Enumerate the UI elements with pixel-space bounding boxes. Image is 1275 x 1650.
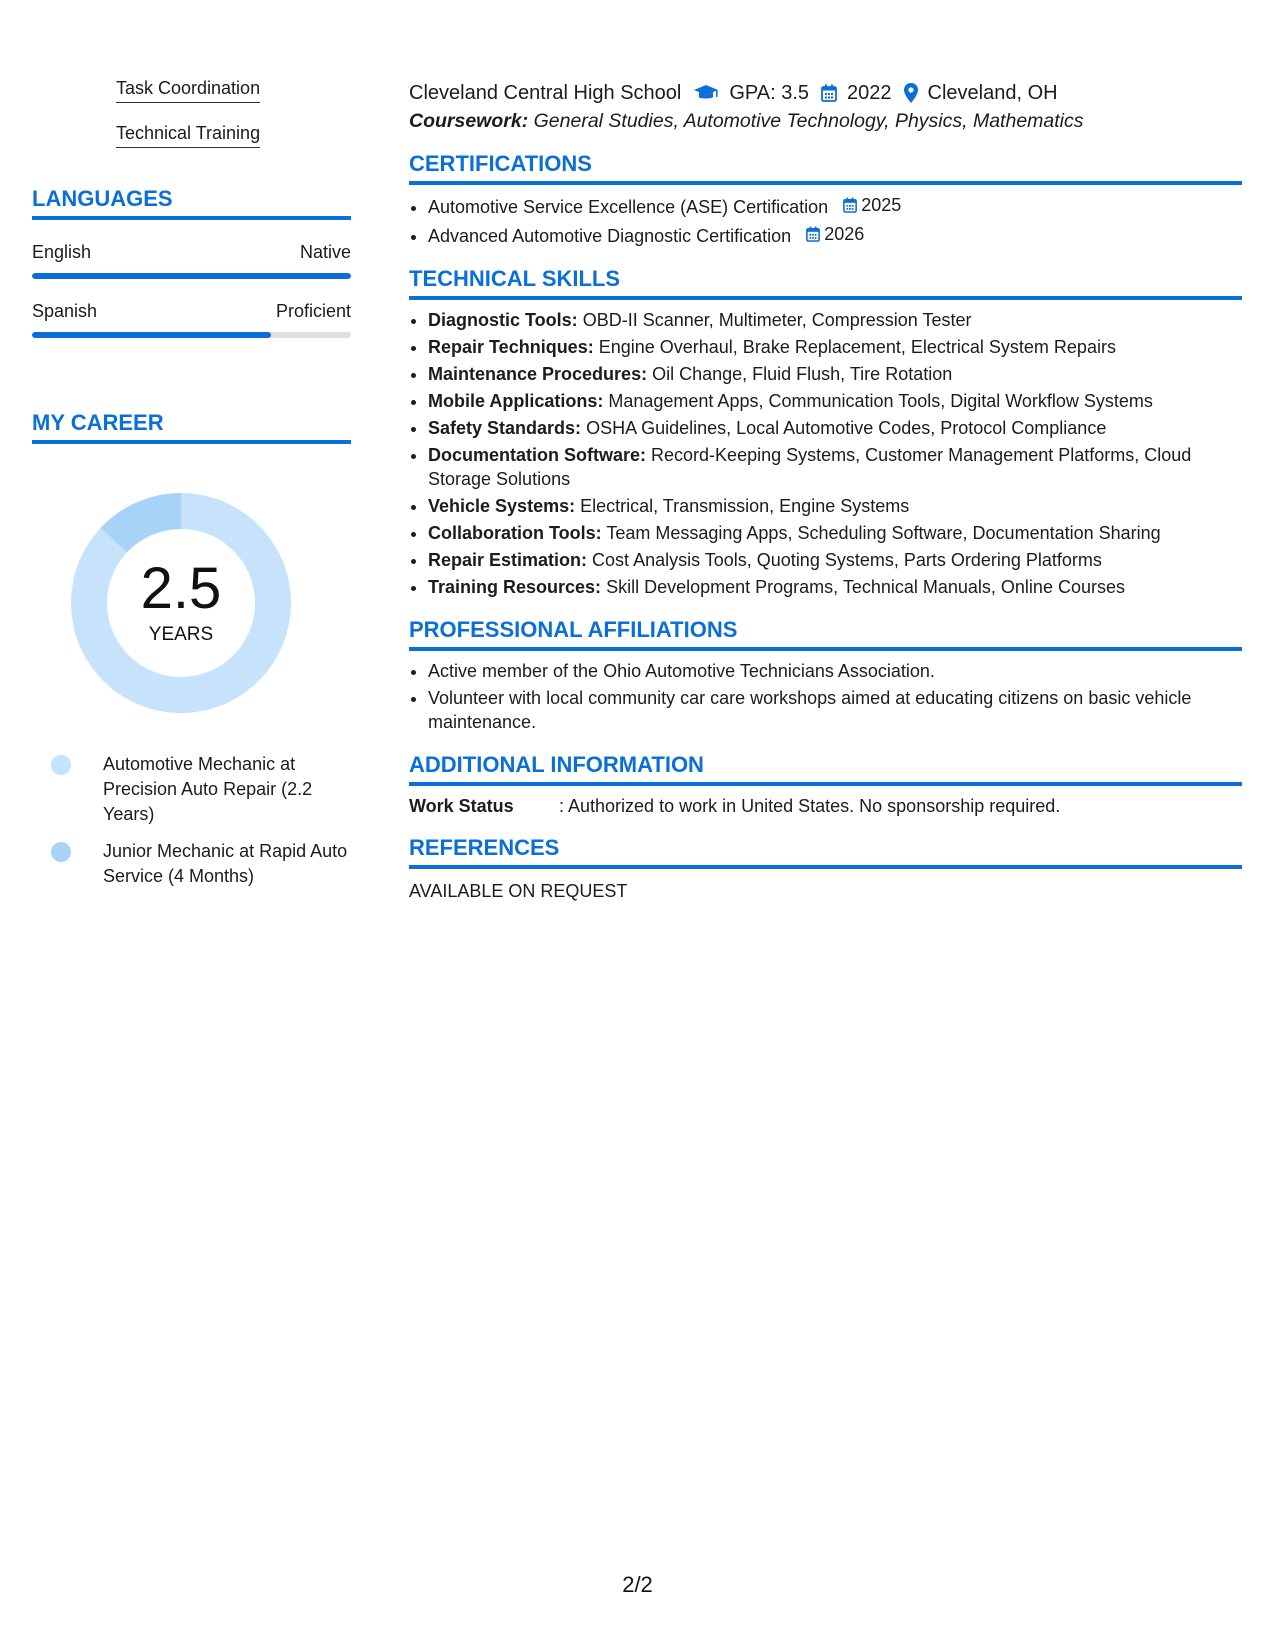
- skill-text: OSHA Guidelines, Local Automotive Codes, Protocol Compliance: [586, 418, 1107, 438]
- language-item: [32, 242, 351, 279]
- language-proficiency-bar: [32, 332, 351, 338]
- skill-item: [428, 494, 1242, 518]
- work-status-row: [409, 796, 1242, 817]
- skill-item: [428, 335, 1242, 359]
- skill-tags: [32, 78, 351, 148]
- certifications-section: [409, 151, 1242, 248]
- calendar-icon: [843, 197, 857, 213]
- language-proficiency-fill: [32, 273, 351, 279]
- skill-item: [428, 443, 1242, 491]
- skill-text: Electrical, Transmission, Engine Systems: [580, 496, 910, 516]
- language-name: English: [32, 242, 92, 262]
- skill-tag: Technical Training: [116, 123, 260, 148]
- work-status-label: Work Status: [409, 796, 514, 816]
- certification-name: Automotive Service Excellence (ASE) Certification: [428, 197, 829, 217]
- certification-year: 2026: [824, 224, 865, 244]
- sidebar: [32, 78, 351, 889]
- certification-year: 2025: [861, 195, 902, 215]
- career-years-unit: YEARS: [148, 624, 214, 645]
- affiliation-item: • Volunteer with local community car care workshops aimed at educating citizens on basic vehicle maintenance.: [428, 686, 1242, 734]
- skill-text: Skill Development Programs, Technical Manuals, Online Courses: [606, 577, 1125, 597]
- skill-tag: Task Coordination: [116, 78, 260, 103]
- certification-item: [428, 193, 1242, 219]
- career-total-years: 2.5: [140, 556, 222, 621]
- school-name: Cleveland Central High School: [409, 81, 682, 104]
- skill-label: Mobile Applications:: [428, 391, 604, 411]
- certification-item: [428, 222, 1242, 248]
- certification-name: Advanced Automotive Diagnostic Certification: [428, 226, 792, 246]
- skill-item: [428, 548, 1242, 572]
- skill-label: Safety Standards:: [428, 418, 582, 438]
- legend-dot-icon: [51, 842, 71, 862]
- graduation-year: 2022: [847, 81, 892, 104]
- skill-label: Documentation Software:: [428, 445, 647, 465]
- skill-item: [428, 521, 1242, 545]
- skill-item: [428, 362, 1242, 386]
- affiliations-section: [409, 617, 1242, 734]
- technical-skills-heading: TECHNICAL SKILLS: [409, 266, 1242, 300]
- skill-text: OBD-II Scanner, Multimeter, Compression Tester: [582, 310, 972, 330]
- references-section: [409, 835, 1242, 902]
- additional-info-heading: ADDITIONAL INFORMATION: [409, 752, 1242, 786]
- calendar-icon: [806, 226, 820, 242]
- coursework-line: [409, 110, 1242, 133]
- main-content: [409, 78, 1242, 902]
- language-level: Proficient: [275, 301, 351, 321]
- certifications-heading: CERTIFICATIONS: [409, 151, 1242, 185]
- language-item: [32, 301, 351, 338]
- skill-label: Repair Estimation:: [428, 550, 588, 570]
- skill-label: Diagnostic Tools:: [428, 310, 578, 330]
- legend-dot-icon: [51, 755, 71, 775]
- career-legend: [32, 752, 351, 889]
- career-legend-label: Junior Mechanic at Rapid Auto Service (4 Months): [103, 841, 348, 886]
- skill-label: Vehicle Systems:: [428, 496, 576, 516]
- skill-label: Training Resources:: [428, 577, 602, 597]
- skill-item: [428, 308, 1242, 332]
- language-proficiency-bar: [32, 273, 351, 279]
- references-text: AVAILABLE ON REQUEST: [409, 881, 628, 901]
- career-legend-item: [51, 752, 351, 827]
- skill-text: Team Messaging Apps, Scheduling Software, Documentation Sharing: [606, 523, 1161, 543]
- affiliations-heading: PROFESSIONAL AFFILIATIONS: [409, 617, 1242, 651]
- skill-text: Cost Analysis Tools, Quoting Systems, Parts Ordering Platforms: [592, 550, 1102, 570]
- skill-label: Maintenance Procedures:: [428, 364, 648, 384]
- work-status-value: : Authorized to work in United States. No sponsorship required.: [559, 796, 1061, 816]
- skill-item: [428, 575, 1242, 599]
- skill-item: [428, 389, 1242, 413]
- coursework-label: Coursework:: [409, 110, 529, 132]
- skill-text: Record-Keeping Systems, Customer Management Platforms, Cloud Storage Solutions: [428, 445, 1192, 489]
- coursework-list: General Studies, Automotive Technology, Physics, Mathematics: [533, 110, 1084, 132]
- technical-skills-section: [409, 266, 1242, 599]
- career-legend-item: [51, 839, 351, 889]
- career-heading: MY CAREER: [32, 410, 351, 444]
- skill-item: [428, 416, 1242, 440]
- gpa: GPA: 3.5: [729, 81, 810, 104]
- skill-text: Oil Change, Fluid Flush, Tire Rotation: [652, 364, 953, 384]
- additional-info-section: [409, 752, 1242, 817]
- education-line: [409, 78, 1242, 108]
- skill-label: Collaboration Tools:: [428, 523, 602, 543]
- career-section: [32, 410, 351, 889]
- skill-text: Management Apps, Communication Tools, Digital Workflow Systems: [608, 391, 1153, 411]
- references-heading: REFERENCES: [409, 835, 1242, 869]
- graduation-cap-icon: [693, 84, 719, 102]
- affiliation-item: • Active member of the Ohio Automotive Technicians Association.: [428, 659, 1242, 683]
- location-pin-icon: [904, 83, 918, 103]
- career-donut-chart: [66, 488, 296, 718]
- education-section: [409, 78, 1242, 133]
- language-level: Native: [299, 242, 351, 262]
- language-proficiency-fill: [32, 332, 271, 338]
- career-legend-label: Automotive Mechanic at Precision Auto Repair (2.2 Years): [103, 754, 313, 824]
- language-name: Spanish: [32, 301, 98, 321]
- skill-label: Repair Techniques:: [428, 337, 594, 357]
- page-number: 2/2: [622, 1572, 653, 1597]
- languages-heading: LANGUAGES: [32, 186, 351, 220]
- calendar-icon: [821, 84, 837, 102]
- languages-section: [32, 186, 351, 338]
- skill-text: Engine Overhaul, Brake Replacement, Electrical System Repairs: [598, 337, 1116, 357]
- school-location: Cleveland, OH: [927, 81, 1058, 104]
